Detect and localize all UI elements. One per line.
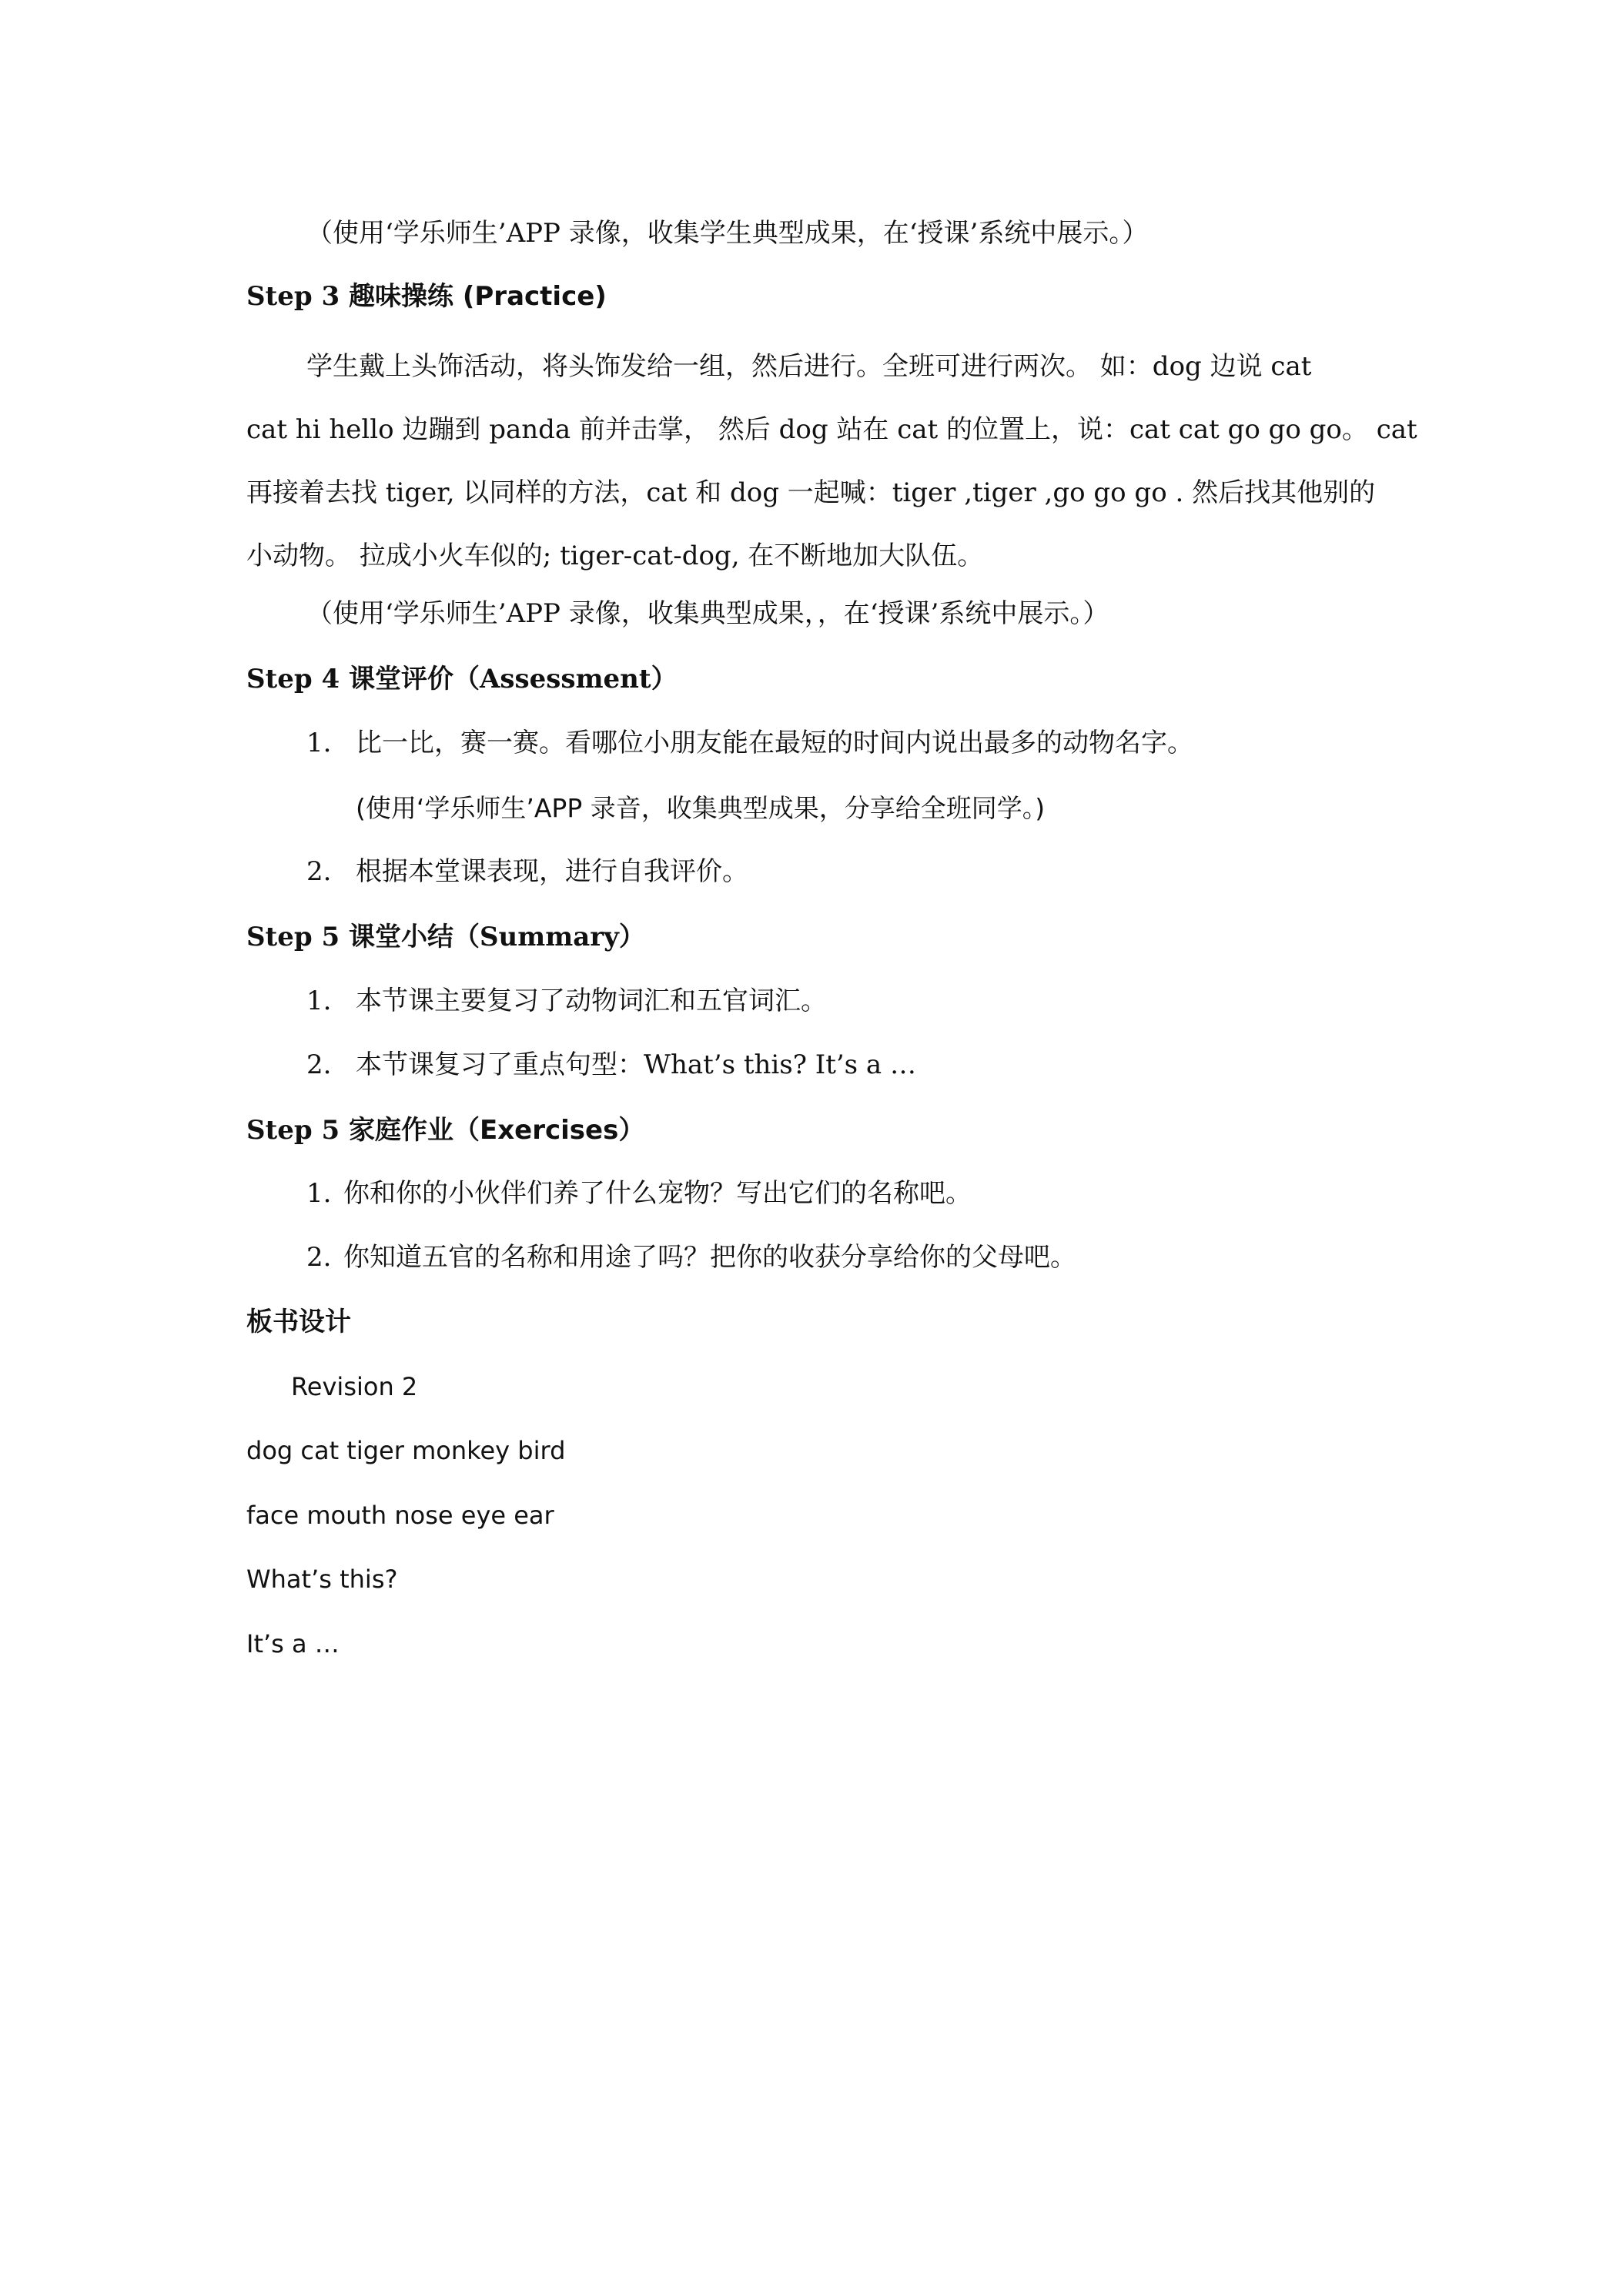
step3-heading-en: (Practice) (462, 281, 607, 312)
list-item (306, 856, 748, 887)
list-number: 1. (306, 1178, 332, 1209)
list-item (306, 986, 827, 1016)
list-text: 根据本堂课表现，进行自我评价。 (356, 856, 748, 887)
paragraph-line: 再接着去找 tiger, 以同样的方法，cat 和 dog 一起喊：tiger ,tiger ,go go go . 然后找其他别的 (246, 477, 1376, 508)
list-number: 1. (306, 728, 332, 758)
board-design-title: Revision 2 (291, 1372, 418, 1401)
step4-sub-note: (使用‘学乐师生’APP 录音，收集典型成果，分享给全班同学。) (356, 793, 1046, 823)
list-text: 比一比，赛一赛。看哪位小朋友能在最短的时间内说出最多的动物名字。 (356, 728, 1193, 758)
list-item (306, 1242, 1076, 1273)
list-text: 你知道五官的名称和用途了吗？把你的收获分享给你的父母吧。 (343, 1242, 1076, 1273)
homework-heading-prefix: Step 5 家庭作业 (246, 1115, 453, 1146)
board-design-line: What’s this? (246, 1565, 398, 1594)
summary-heading: Step 5 课堂小结（Summary） (246, 922, 645, 952)
board-design-heading: 板书设计 (246, 1307, 351, 1337)
list-text: 本节课主要复习了动物词汇和五官词汇。 (356, 986, 827, 1016)
list-number: 2. (306, 856, 332, 887)
homework-heading (246, 1115, 644, 1146)
list-number: 1. (306, 986, 332, 1016)
step4-heading (246, 664, 678, 694)
step4-heading-prefix: Step 4 课堂评价 (246, 664, 453, 694)
step3-note: （使用‘学乐师生’APP 录像，收集典型成果，，在‘授课’系统中展示。） (306, 598, 1109, 629)
step3-heading (246, 281, 607, 312)
list-text: 本节课复习了重点句型：What’s this? It’s a … (356, 1049, 916, 1080)
board-design-line: It’s a … (246, 1629, 340, 1658)
list-number: 2. (306, 1242, 332, 1273)
list-item (306, 1049, 916, 1080)
list-number: 2. (306, 1049, 332, 1080)
step2-note: （使用‘学乐师生’APP 录像，收集学生典型成果，在‘授课’系统中展示。） (306, 218, 1149, 249)
homework-heading-en: （Exercises） (453, 1115, 645, 1146)
paragraph-line: 学生戴上头饰活动，将头饰发给一组，然后进行。全班可进行两次。 如：dog 边说 cat (306, 351, 1312, 382)
list-item (306, 728, 1193, 758)
list-text: 你和你的小伙伴们养了什么宠物？写出它们的名称吧。 (343, 1178, 972, 1209)
step3-heading-prefix: Step 3 趣味操练 (246, 281, 453, 312)
step4-heading-en: （Assessment） (453, 664, 678, 694)
list-item (306, 1178, 972, 1209)
board-design-line: face mouth nose eye ear (246, 1501, 554, 1530)
paragraph-line: cat hi hello 边蹦到 panda 前并击掌， 然后 dog 站在 cat 的位置上，说：cat cat go go go。 cat (246, 414, 1417, 445)
board-design-line: dog cat tiger monkey bird (246, 1436, 566, 1465)
paragraph-line: 小动物。 拉成小火车似的; tiger-cat-dog, 在不断地加大队伍。 (246, 541, 984, 571)
